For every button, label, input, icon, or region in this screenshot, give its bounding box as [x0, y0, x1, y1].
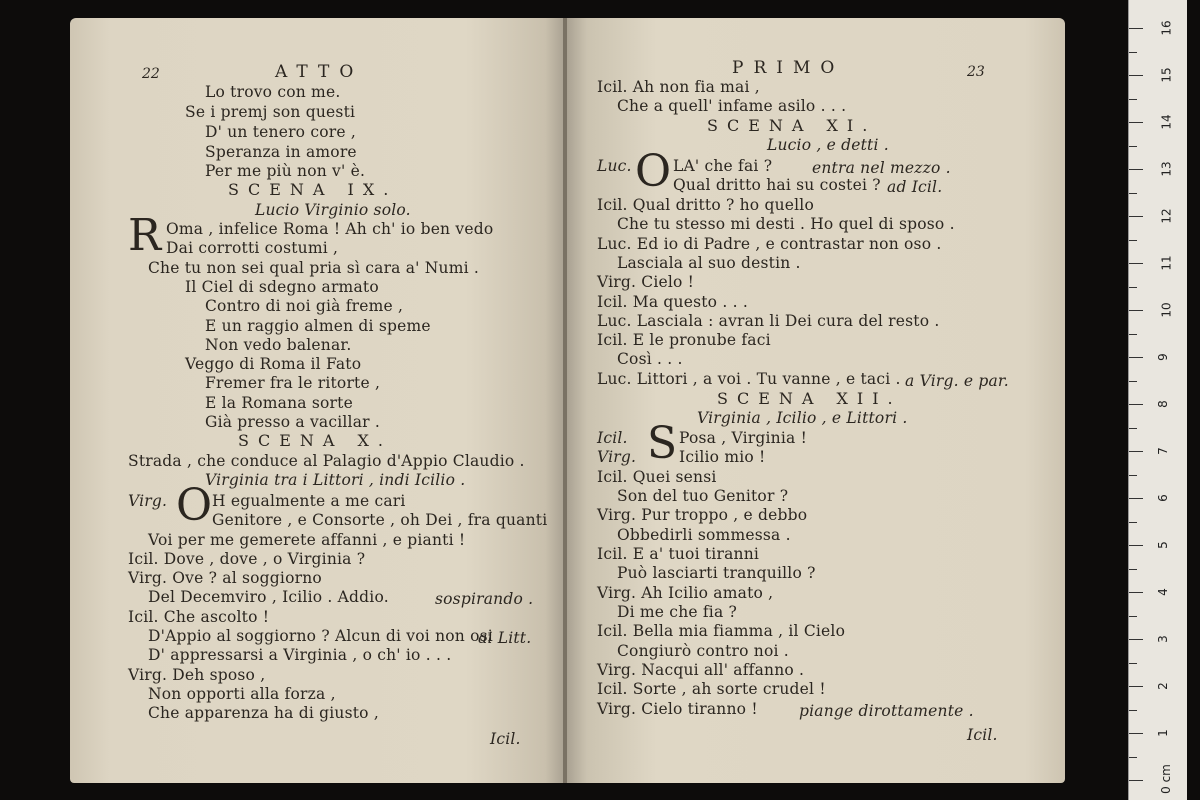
stage-direction: ad Icil. — [887, 178, 943, 196]
drop-cap: R — [128, 210, 162, 261]
stage-direction: Lucio , e detti . — [767, 136, 889, 154]
text-line: Luc. Lasciala : avran li Dei cura del resto . — [597, 312, 940, 330]
ruler-number: 11 — [1159, 255, 1174, 271]
text-line: Di me che fia ? — [617, 603, 738, 621]
ruler-tick — [1129, 639, 1143, 640]
text-line: Icil. E a' tuoi tiranni — [597, 545, 760, 563]
ruler-tick — [1129, 122, 1143, 123]
page-number: 23 — [967, 64, 985, 80]
ruler-number: 8 — [1155, 400, 1170, 408]
ruler-tick — [1129, 569, 1137, 570]
stage-direction: Virginia tra i Littori , indi Icilio . — [205, 471, 466, 489]
stage-direction: Strada , che conduce al Palagio d'Appio Claudio . — [128, 452, 525, 470]
ruler-tick — [1129, 357, 1143, 358]
ruler-number: 14 — [1159, 114, 1174, 130]
ruler-tick — [1129, 498, 1143, 499]
ruler-number: 1 — [1155, 729, 1170, 737]
text-line: Lasciala al suo destin . — [617, 254, 801, 272]
ruler-number: 13 — [1159, 161, 1174, 177]
scene-heading: SCENA IX. — [228, 180, 398, 199]
ruler-tick — [1129, 780, 1143, 781]
text-line: D' appressarsi a Virginia , o ch' io . . . — [148, 646, 452, 664]
text-line: Virg. Cielo tiranno ! — [597, 700, 758, 718]
ruler-tick — [1129, 663, 1137, 664]
ruler-tick — [1129, 287, 1137, 288]
ruler-tick — [1129, 52, 1137, 53]
catchword: Icil. — [490, 730, 521, 748]
text-line: Lo trovo con me. — [205, 83, 341, 101]
ruler-number: 15 — [1159, 67, 1174, 83]
text-line: Così . . . — [617, 350, 683, 368]
page-number: 22 — [142, 66, 160, 82]
ruler-number: 10 — [1159, 302, 1174, 318]
open-book — [70, 18, 1065, 788]
stage-direction: piange dirottamente . — [799, 702, 974, 720]
stage-direction: a Virg. e par. — [905, 372, 1009, 390]
text-line: Virg. Pur troppo , e debbo — [597, 506, 808, 524]
text-line: Se i premj son questi — [185, 103, 356, 121]
ruler-number: 5 — [1155, 541, 1170, 549]
text-line: Non vedo balenar. — [205, 336, 352, 354]
text-line: Per me più non v' è. — [205, 162, 366, 180]
stage-direction: Virginia , Icilio , e Littori . — [697, 409, 908, 427]
text-line: Congiurò contro noi . — [617, 642, 789, 660]
stage-direction: Lucio Virginio solo. — [255, 201, 411, 219]
drop-cap: O — [635, 146, 672, 197]
ruler-tick — [1129, 263, 1143, 264]
text-line: E la Romana sorte — [205, 394, 353, 412]
text-line: Icil. Dove , dove , o Virginia ? — [128, 550, 366, 568]
text-line: Virg. Nacqui all' affanno . — [597, 661, 805, 679]
right-page — [567, 18, 1065, 783]
ruler-number: 12 — [1159, 208, 1174, 224]
stage-direction: sospirando . — [435, 590, 534, 608]
ruler-number: 9 — [1155, 353, 1170, 361]
text-line: LA' che fai ? — [673, 157, 773, 175]
text-line: Son del tuo Genitor ? — [617, 487, 789, 505]
text-line: Icil. Che ascolto ! — [128, 608, 270, 626]
scene-heading: SCENA X. — [238, 431, 392, 450]
text-line: Dai corrotti costumi , — [166, 239, 339, 257]
ruler-number: 6 — [1155, 494, 1170, 502]
text-line: Contro di noi già freme , — [205, 297, 404, 315]
text-line: D' un tenero core , — [205, 123, 356, 141]
ruler-tick — [1129, 75, 1143, 76]
text-line: Già presso a vacillar . — [205, 413, 381, 431]
ruler-tick — [1129, 592, 1143, 593]
ruler-tick — [1129, 381, 1137, 382]
ruler-number: 2 — [1155, 682, 1170, 690]
text-line: Icil. Quei sensi — [597, 468, 717, 486]
text-line: Posa , Virginia ! — [679, 429, 808, 447]
ruler-number: 7 — [1155, 447, 1170, 455]
scene-heading: SCENA XII. — [717, 389, 902, 408]
ruler-tick — [1129, 428, 1137, 429]
text-line: Icil. Ah non fia mai , — [597, 78, 760, 96]
ruler-tick — [1129, 169, 1143, 170]
speaker-label: Luc. — [597, 157, 632, 175]
text-line: Fremer fra le ritorte , — [205, 374, 381, 392]
measurement-ruler — [1128, 0, 1187, 800]
running-head: PRIMO — [732, 58, 845, 78]
text-line: Icil. Bella mia fiamma , il Cielo — [597, 622, 846, 640]
text-line: Speranza in amore — [205, 143, 357, 161]
ruler-tick — [1129, 310, 1143, 311]
drop-cap: S — [647, 418, 678, 469]
text-line: Icil. Ma questo . . . — [597, 293, 748, 311]
text-line: Del Decemviro , Icilio . Addio. — [148, 588, 389, 606]
speaker-label: Icil. — [597, 429, 628, 447]
ruler-tick — [1129, 216, 1143, 217]
text-line: Che tu stesso mi desti . Ho quel di sposo . — [617, 215, 955, 233]
ruler-tick — [1129, 146, 1137, 147]
ruler-tick — [1129, 475, 1137, 476]
text-line: D'Appio al soggiorno ? Alcun di voi non osi — [148, 627, 493, 645]
text-line: Icilio mio ! — [679, 448, 766, 466]
catchword: Icil. — [967, 726, 998, 744]
ruler-tick — [1129, 334, 1137, 335]
text-line: Genitore , e Consorte , oh Dei , fra quanti — [212, 511, 548, 529]
drop-cap: O — [176, 480, 213, 531]
text-line: Icil. Qual dritto ? ho quello — [597, 196, 814, 214]
text-line: Veggo di Roma il Fato — [185, 355, 362, 373]
scene-heading: SCENA XI. — [707, 116, 877, 135]
ruler-number: 16 — [1159, 20, 1174, 36]
text-line: E un raggio almen di speme — [205, 317, 431, 335]
text-line: Può lasciarti tranquillo ? — [617, 564, 816, 582]
ruler-tick — [1129, 733, 1143, 734]
stage-direction: entra nel mezzo . — [812, 159, 951, 177]
text-line: Icil. E le pronube faci — [597, 331, 771, 349]
running-head: ATTO — [275, 62, 364, 82]
text-line: Che a quell' infame asilo . . . — [617, 97, 847, 115]
ruler-number: 4 — [1155, 588, 1170, 596]
text-line: Non opporti alla forza , — [148, 685, 336, 703]
ruler-tick — [1129, 545, 1143, 546]
ruler-tick — [1129, 522, 1137, 523]
text-line: Virg. Ah Icilio amato , — [597, 584, 774, 602]
ruler-tick — [1129, 193, 1137, 194]
text-line: H egualmente a me cari — [212, 492, 406, 510]
text-line: Luc. Ed io di Padre , e contrastar non oso . — [597, 235, 942, 253]
text-line: Luc. Littori , a voi . Tu vanne , e taci . — [597, 370, 901, 388]
ruler-tick — [1129, 99, 1137, 100]
ruler-tick — [1129, 404, 1143, 405]
ruler-tick — [1129, 28, 1143, 29]
ruler-tick — [1129, 240, 1137, 241]
speaker-label: Virg. — [597, 448, 637, 466]
text-line: Voi per me gemerete affanni , e pianti ! — [148, 531, 466, 549]
ruler-tick — [1129, 710, 1137, 711]
text-line: Virg. Cielo ! — [597, 273, 695, 291]
speaker-label: Virg. — [128, 492, 168, 510]
text-line: Oma , infelice Roma ! Ah ch' io ben vedo — [166, 220, 494, 238]
text-line: Che tu non sei qual pria sì cara a' Numi . — [148, 259, 480, 277]
ruler-tick — [1129, 616, 1137, 617]
text-line: Virg. Deh sposo , — [128, 666, 266, 684]
ruler-number: 3 — [1155, 635, 1170, 643]
text-line: Qual dritto hai su costei ? — [673, 176, 881, 194]
text-line: Virg. Ove ? al soggiorno — [128, 569, 322, 587]
left-page — [70, 18, 565, 783]
stage-direction: ai Litt. — [478, 629, 532, 647]
ruler-tick — [1129, 757, 1137, 758]
text-line: Obbedirli sommessa . — [617, 526, 791, 544]
ruler-unit-label: 0 cm — [1158, 764, 1173, 794]
ruler-tick — [1129, 451, 1143, 452]
text-line: Che apparenza ha di giusto , — [148, 704, 379, 722]
ruler-tick — [1129, 686, 1143, 687]
text-line: Il Ciel di sdegno armato — [185, 278, 379, 296]
text-line: Icil. Sorte , ah sorte crudel ! — [597, 680, 826, 698]
